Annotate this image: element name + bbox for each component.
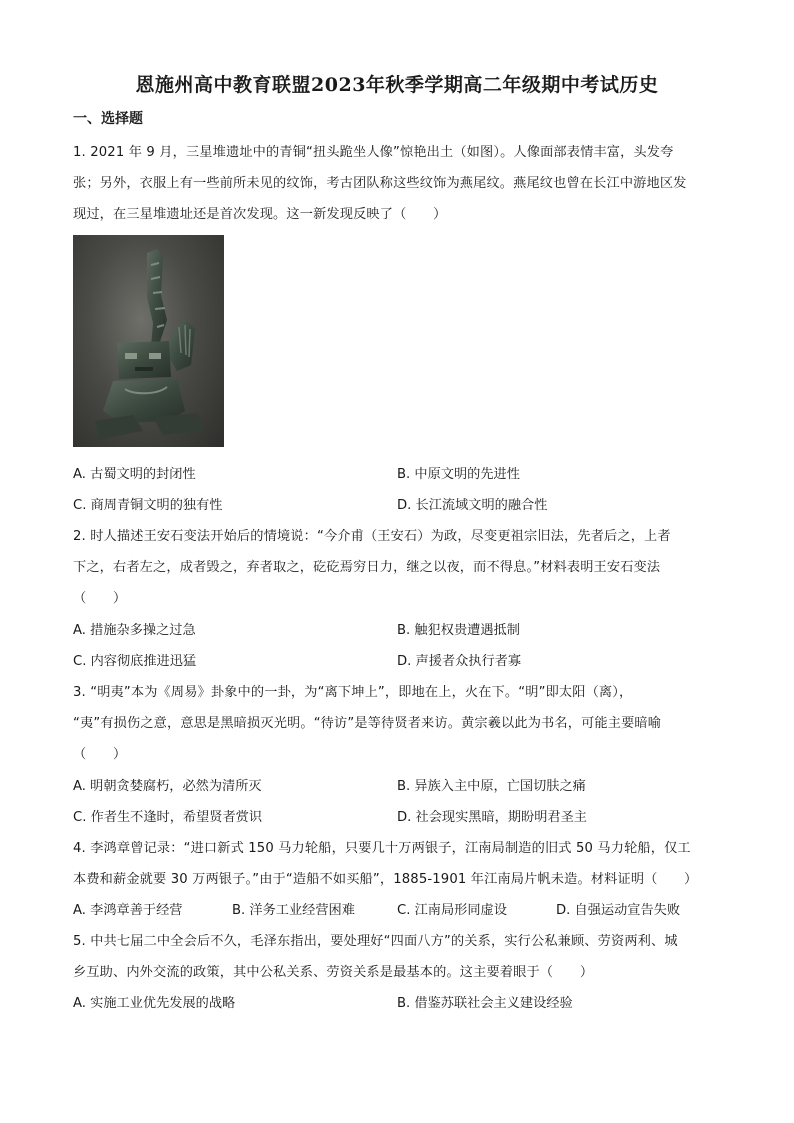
q3-option-b[interactable]: B. 异族入主中原，亡国切肤之痛 [397,779,586,794]
q4-option-d[interactable]: D. 自强运动宣告失败 [556,903,681,918]
q2-option-c[interactable]: C. 内容彻底推进迅猛 [73,654,197,669]
q1-line-3: 现过，在三星堆遗址还是首次发现。这一新发现反映了（ ） [73,207,447,222]
q5-line-2: 乡互助、内外交流的政策，其中公私关系、劳资关系是最基本的。这主要着眼于（ ） [73,965,594,980]
q4-option-b[interactable]: B. 洋务工业经营困难 [232,903,355,918]
q4-option-a[interactable]: A. 李鸿章善于经营 [73,903,183,918]
q2-line-2: 下之，右者左之，成者毁之，弃者取之，矻矻焉穷日力，继之以夜，而不得息。”材料表明王安石变法 [73,560,661,575]
q3-option-a[interactable]: A. 明朝贪婪腐朽，必然为清所灭 [73,779,262,794]
q5-option-a[interactable]: A. 实施工业优先发展的战略 [73,996,236,1011]
q1-line-1: 1. 2021 年 9 月，三星堆遗址中的青铜“扭头跪坐人像”惊艳出土（如图）。人像面部表情丰富，头发夸 [73,145,674,160]
exam-title: 恩施州高中教育联盟2023年秋季学期高二年级期中考试历史 [135,74,659,96]
q4-line-1: 4. 李鸿章曾记录：“进口新式 150 马力轮船，只要几十万两银子，江南局制造的旧式 50 马力轮船，仅工 [73,841,691,856]
q1-option-a[interactable]: A. 古蜀文明的封闭性 [73,467,196,482]
q2-option-b[interactable]: B. 触犯权贵遭遇抵制 [397,623,520,638]
q5-option-b[interactable]: B. 借鉴苏联社会主义建设经验 [397,996,573,1011]
q2-option-a[interactable]: A. 措施杂多操之过急 [73,623,196,638]
q2-line-3: （ ） [73,591,127,606]
q1-option-d[interactable]: D. 长江流域文明的融合性 [397,498,548,513]
q5-line-1: 5. 中共七届二中全会后不久，毛泽东指出，要处理好“四面八方”的关系，实行公私兼顾、劳资两利、城 [73,934,678,949]
q3-line-1: 3. “明夷”本为《周易》卦象中的一卦，为“离下坤上”，即地在上，火在下。“明”即太阳（离）， [73,685,633,700]
q3-option-c[interactable]: C. 作者生不逢时，希望贤者赏识 [73,810,263,825]
q3-line-3: （ ） [73,747,127,762]
q1-option-b[interactable]: B. 中原文明的先进性 [397,467,520,482]
section-heading: 一、选择题 [73,111,143,127]
q1-option-c[interactable]: C. 商周青铜文明的独有性 [73,498,223,513]
bronze-figure-photo [73,235,224,447]
q3-option-d[interactable]: D. 社会现实黑暗，期盼明君圣主 [397,810,587,825]
q2-line-1: 2. 时人描述王安石变法开始后的情境说：“今介甫（王安石）为政，尽变更祖宗旧法，先者后之，上者 [73,529,671,544]
q4-option-c[interactable]: C. 江南局形同虚设 [397,903,507,918]
q3-line-2: “夷”有损伤之意，意思是黑暗损灭光明。“待访”是等待贤者来访。黄宗羲以此为书名，可能主要暗喻 [73,716,662,731]
q1-line-2: 张；另外，衣服上有一些前所未见的纹饰，考古团队称这些纹饰为燕尾纹。燕尾纹也曾在长江中游地区发 [73,176,687,191]
q2-option-d[interactable]: D. 声援者众执行者寡 [397,654,522,669]
q4-line-2: 本费和薪金就要 30 万两银子。”由于“造船不如买船”，1885-1901 年江南局片帆未造。材料证明（ ） [73,872,698,887]
bronze-kneeling-figure-image [73,235,224,447]
